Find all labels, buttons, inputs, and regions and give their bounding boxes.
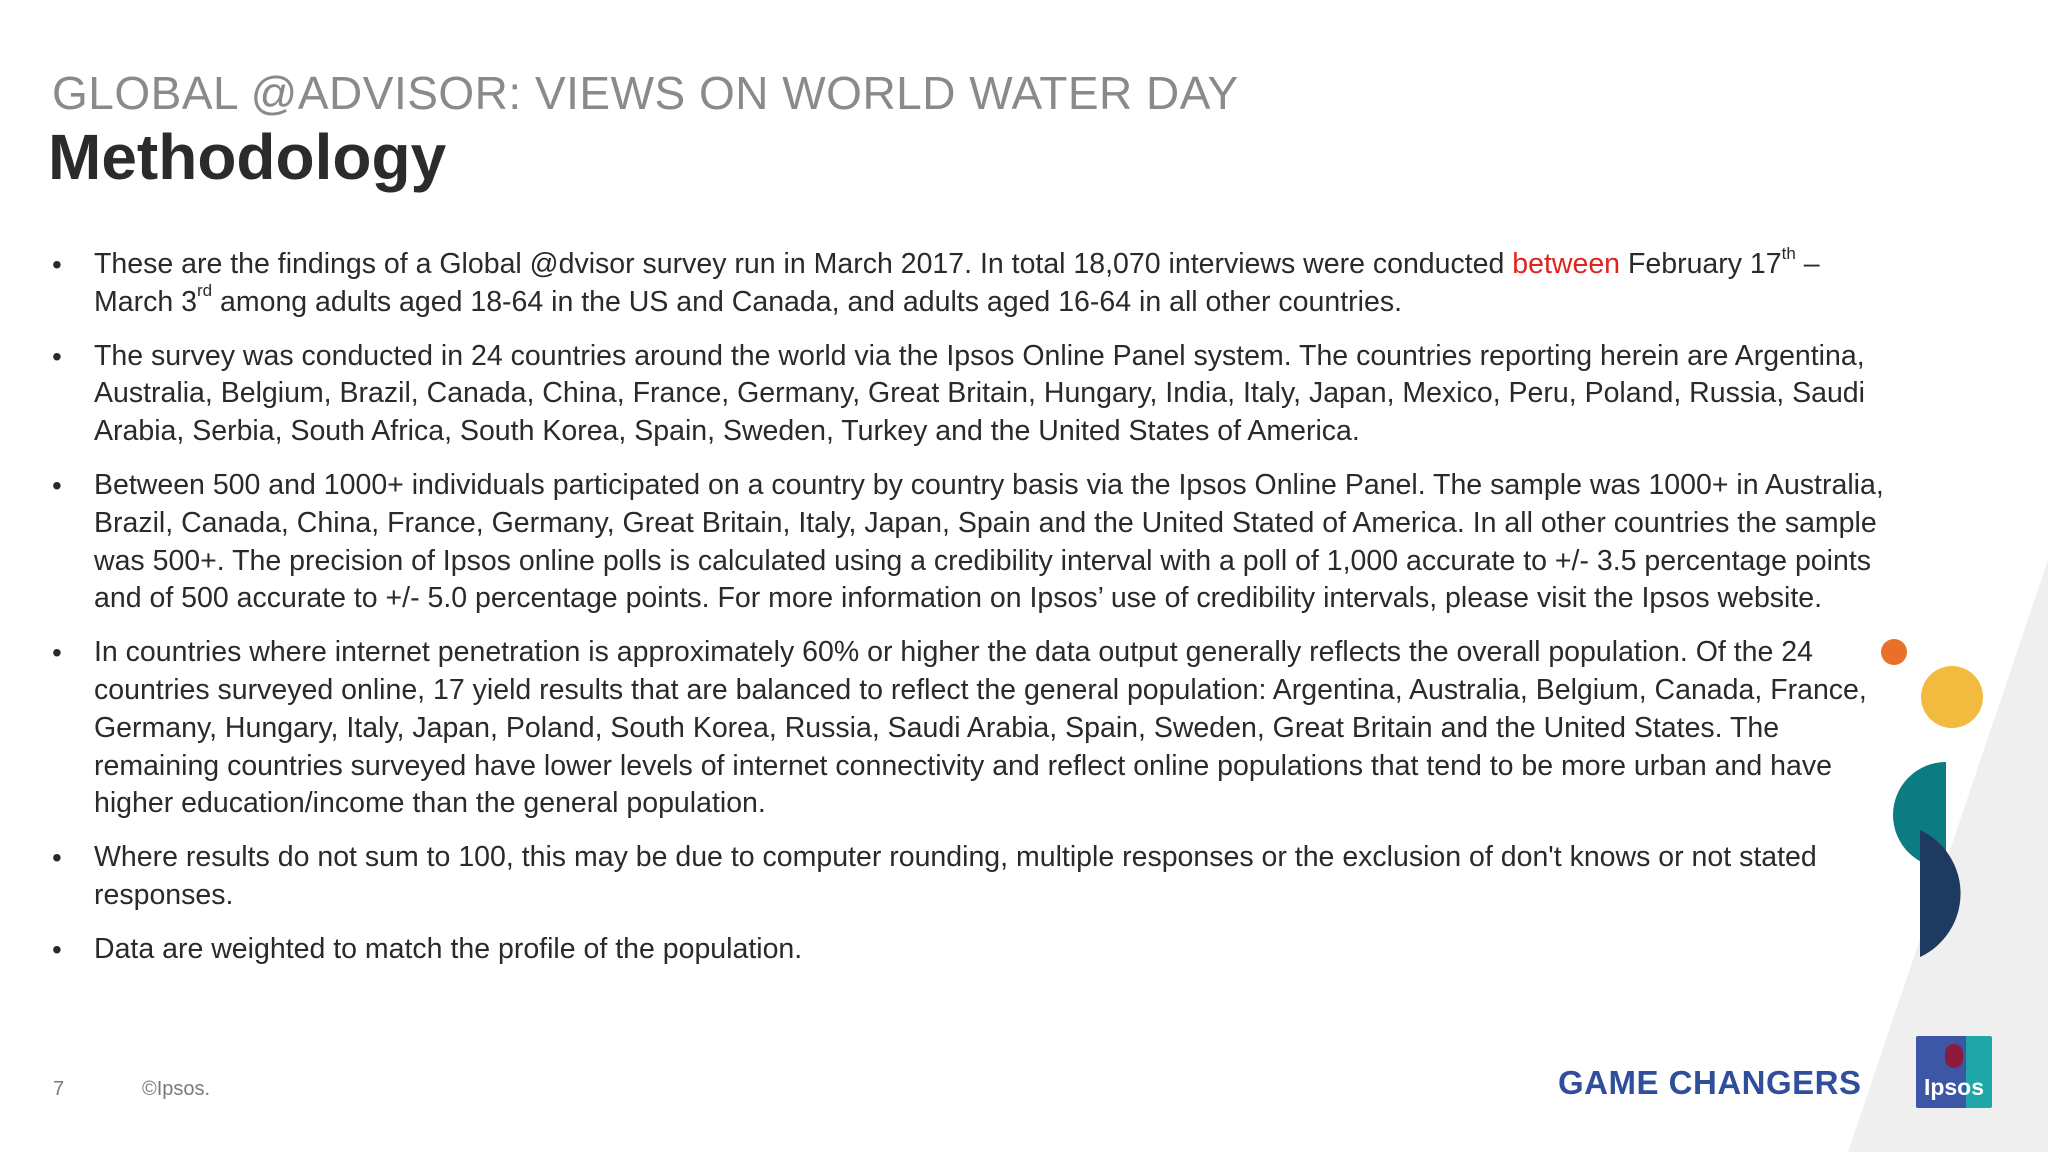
- bullet-text-part: – March 3: [94, 248, 1820, 318]
- bullet-icon: •: [52, 842, 62, 874]
- ipsos-logo: [1916, 1036, 1992, 1108]
- copyright-text: ©Ipsos.: [142, 1078, 211, 1100]
- bullet-internet-penetration: [44, 634, 1884, 823]
- bullet-text: Between 500 and 1000+ individuals participated on a country by country basis via the Ipsos Online Panel. The sample was 1000+ in Australia, Brazil, Canada, China, France, Germany, Great Britain, Italy, Japan, Spain and the United Stated of America. In all other countries the sample was 500+. The precision of Ipsos online polls is calculated using a credibility interval with a poll of 1,000 accurate to +/- 3.5 percentage points and of 500 accurate to +/- 5.0 percentage points. For more information on Ipsos’ use of credibility intervals, please visit the Ipsos website.: [94, 468, 1884, 615]
- bullet-text: Where results do not sum to 100, this may be due to computer rounding, multiple responses or the exclusion of don't knows or not stated responses.: [94, 841, 1817, 911]
- bullet-survey-dates: [44, 243, 1884, 322]
- bullet-icon: •: [52, 469, 62, 501]
- logo-mark-icon: [1945, 1044, 1963, 1068]
- bullet-rounding: [44, 839, 1884, 915]
- highlighted-word: between: [1512, 248, 1621, 280]
- bullet-text: The survey was conducted in 24 countries around the world via the Ipsos Online Panel system. The countries reporting herein are Argentina, Australia, Belgium, Brazil, Canada, China, France, Germany, Great Britain, Hungary, India, Italy, Japan, Mexico, Peru, Poland, Russia, Saudi Arabia, Serbia, South Africa, South Korea, Spain, Sweden, Turkey and the United States of America.: [94, 339, 1865, 448]
- bullet-icon: •: [52, 249, 62, 280]
- bullet-text: Data are weighted to match the profile of the population.: [94, 932, 803, 965]
- bullet-weighting: [44, 931, 1884, 969]
- yellow-circle-shape: [1921, 666, 1983, 728]
- bullet-text-part: February 17: [1620, 248, 1782, 280]
- methodology-bullet-list: [44, 243, 1884, 985]
- ordinal-suffix: rd: [196, 281, 213, 301]
- bullet-icon: •: [52, 933, 62, 965]
- bullet-countries: [44, 338, 1884, 451]
- slide-subtitle: GLOBAL @ADVISOR: VIEWS ON WORLD WATER DAY: [52, 67, 1239, 119]
- bullet-icon: •: [52, 340, 62, 372]
- bullet-icon: •: [52, 637, 62, 669]
- bullet-text-part: These are the findings of a Global @dvisor survey run in March 2017. In total 18,070 interviews were conducted: [94, 248, 1513, 280]
- bullet-sample-size: [44, 467, 1884, 618]
- logo-text: Ipsos: [1923, 1074, 1985, 1100]
- game-changers-tagline: GAME CHANGERS: [1558, 1064, 1862, 1101]
- page-title: Methodology: [48, 121, 447, 193]
- orange-dot-shape: [1881, 639, 1907, 665]
- bullet-text: In countries where internet penetration is approximately 60% or higher the data output generally reflects the overall population. Of the 24 countries surveyed online, 17 yield results that are balanced to reflect the general population: Argentina, Australia, Belgium, Canada, France, Germany, Hungary, Italy, Japan, Poland, South Korea, Russia, Saudi Arabia, Spain, Sweden, Great Britain and the United States. The remaining countries surveyed have lower levels of internet connectivity and reflect online populations that tend to be more urban and have higher education/income than the general population.: [94, 636, 1867, 820]
- ordinal-suffix: th: [1781, 243, 1796, 263]
- bullet-text-part: among adults aged 18-64 in the US and Canada, and adults aged 16-64 in all other countries.: [212, 285, 1402, 318]
- page-number: 7: [53, 1078, 65, 1100]
